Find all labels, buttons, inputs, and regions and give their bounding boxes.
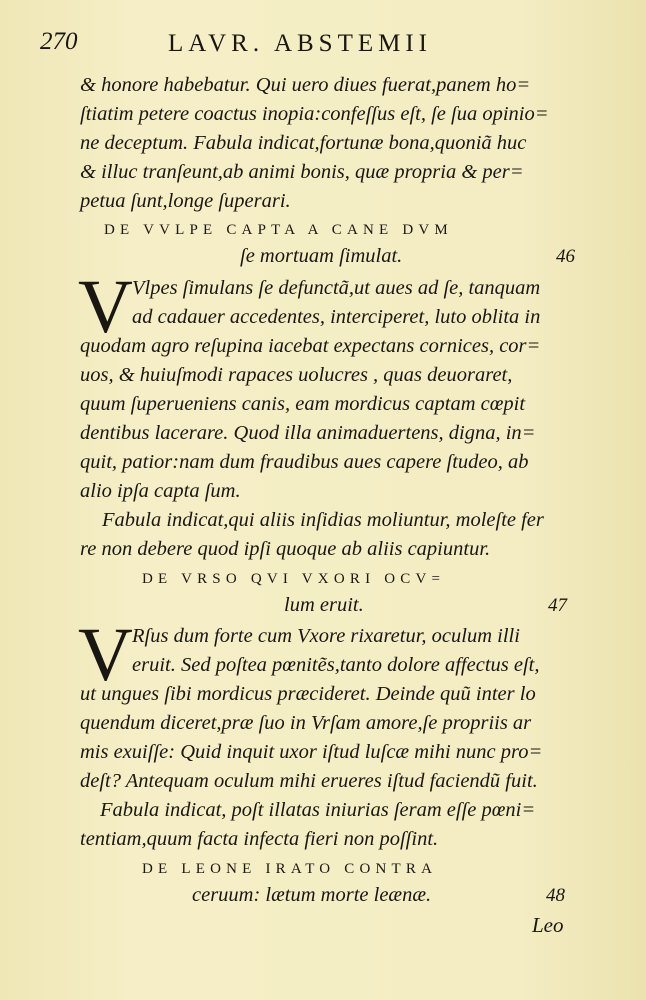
fable-heading: DE VRSO QVI VXORI OCV=	[142, 571, 446, 587]
fable-subheading: ſe mortuam ſimulat.	[240, 245, 403, 267]
text-line: ut ungues ſibi mordicus præcideret. Deinde quũ inter lo	[80, 683, 536, 705]
text-line: quit, patior:nam dum fraudibus aues capere ſtudeo, ab	[80, 451, 529, 473]
text-line: ſtiatim petere coactus inopia:confeſſus eſt, ſe ſua opinio=	[80, 103, 549, 125]
moral-line: Fabula indicat,qui aliis inſidias moliuntur, moleſte fer	[102, 509, 544, 531]
running-head: LAVR. ABSTEMII	[168, 30, 433, 57]
text-line: quum ſuperueniens canis, eam mordicus captam cœpit	[80, 393, 526, 415]
text-line: Rſus dum forte cum Vxore rixaretur, oculum illi	[132, 625, 520, 647]
fable-number: 48	[546, 885, 565, 906]
text-line: deſt? Antequam oculum mihi erueres iſtud faciendũ fuit.	[80, 770, 538, 792]
fable-heading: DE VVLPE CAPTA A CANE DVM	[104, 222, 453, 238]
fable-number: 46	[556, 246, 575, 267]
catchword: Leo	[532, 913, 564, 937]
text-line: ne deceptum. Fabula indicat,fortunæ bona,quoniã huc	[80, 132, 527, 154]
moral-line: Fabula indicat, poſt illatas iniurias ſeram eſſe pœni=	[100, 799, 536, 821]
text-line: Vlpes ſimulans ſe defunctã,ut aues ad ſe, tanquam	[132, 277, 541, 299]
page-number: 270	[40, 28, 78, 55]
page-header	[40, 28, 600, 64]
text-line: dentibus lacerare. Quod illa animaduertens, digna, in=	[80, 422, 536, 444]
fable-subheading: lum eruit.	[284, 594, 364, 616]
text-line: eruit. Sed poſtea pœnitẽs,tanto dolore affectus eſt,	[132, 654, 540, 676]
text-line: uos, & huiuſmodi rapaces uolucres , quas deuoraret,	[80, 364, 513, 386]
moral-line: tentiam,quum facta infecta fieri non poſſint.	[80, 828, 439, 850]
moral-line: re non debere quod ipſi quoque ab aliis capiuntur.	[80, 538, 491, 560]
text-line: quendum diceret,præ ſuo in Vrſam amore,ſe propriis ar	[80, 712, 532, 734]
text-line: & honore habebatur. Qui uero diues fuerat,panem ho=	[80, 74, 531, 96]
text-line: ad cadauer accedentes, interciperet, luto oblita in	[132, 306, 541, 328]
fable-number: 47	[548, 595, 567, 616]
fable-subheading: ceruum: lætum morte leænæ.	[192, 884, 432, 906]
drop-capital: V	[78, 613, 133, 697]
fable-heading: DE LEONE IRATO CONTRA	[142, 861, 438, 877]
text-line: petua ſunt,longe ſuperari.	[80, 190, 291, 212]
text-line: mis exuiſſe: Quid inquit uxor iſtud luſcæ mihi nunc pro=	[80, 741, 543, 763]
drop-capital: V	[78, 265, 133, 349]
text-line: & illuc tranſeunt,ab animi bonis, quæ propria & per=	[80, 161, 524, 183]
text-line: quodam agro reſupina iacebat expectans cornices, cor=	[80, 335, 541, 357]
text-line: alio ipſa capta ſum.	[80, 480, 241, 502]
